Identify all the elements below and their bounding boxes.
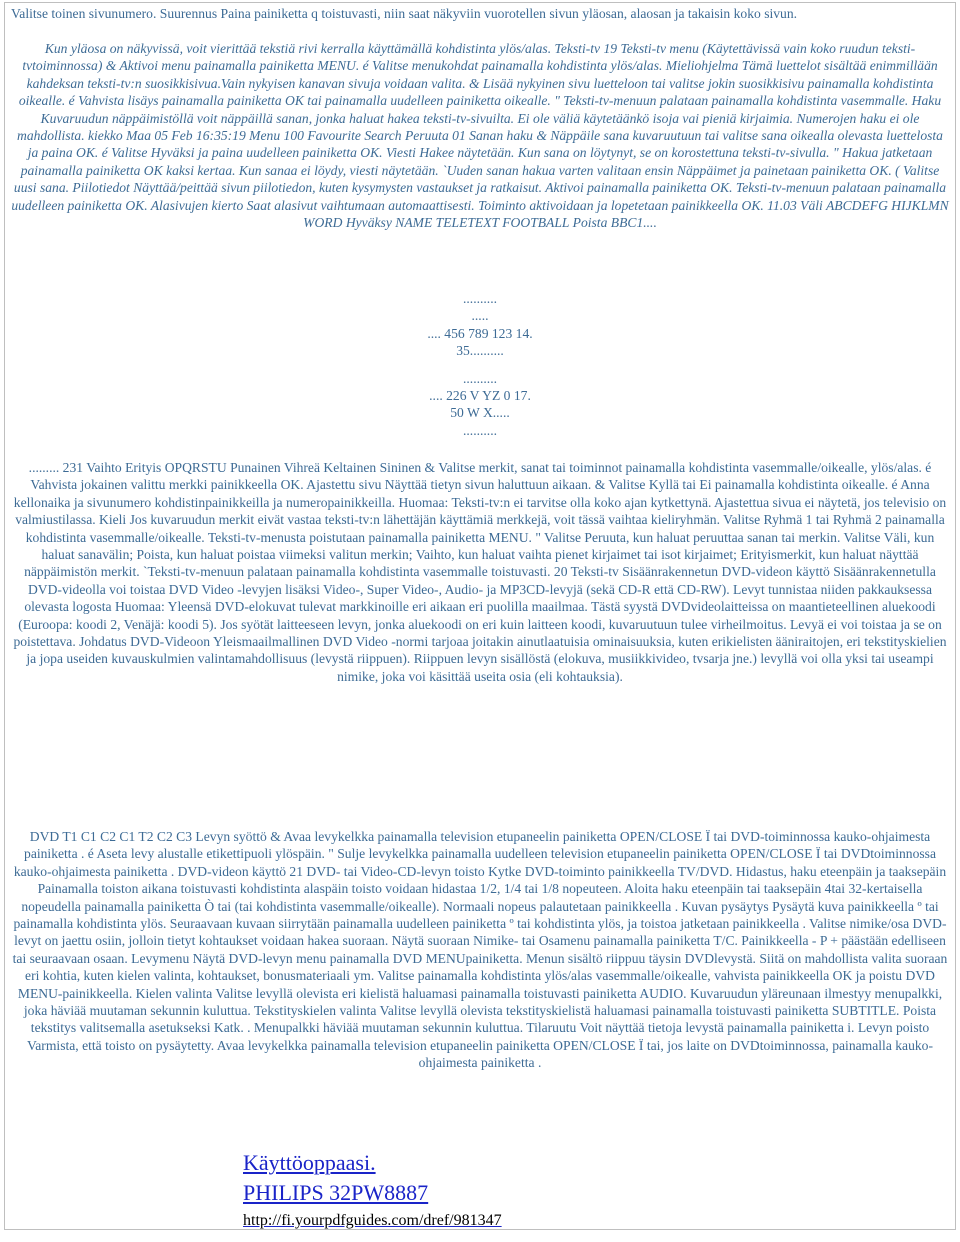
paragraph-intro: Valitse toinen sivunumero. Suurennus Paina painiketta q toistuvasti, niin saat näkyviin vuorotellen sivun yläosan, alaosan ja takaisin koko sivun. bbox=[11, 6, 798, 21]
dots-line: 35.......... bbox=[456, 343, 504, 359]
dots-line: ..... bbox=[471, 308, 489, 324]
keyboard-grid-fragments bbox=[5, 290, 955, 439]
user-guide-link[interactable]: Käyttöoppaasi. bbox=[243, 1150, 376, 1175]
document-page bbox=[4, 2, 956, 1230]
dots-line: .... 456 789 123 14. bbox=[427, 325, 533, 341]
dots-line: .......... bbox=[463, 291, 497, 306]
paragraph-dvd-playback: DVD T1 C1 C2 C1 T2 C2 C3 Levyn syöttö & Avaa levykelkka painamalla television etupaneelin painiketta OPEN/CLOSE Ï tai DVD-toiminnossa kauko-ohjaimesta painiketta . é Aseta levy alustalle etikettipuoli ylöspäin. " Sulje levykelkka painamalla uudelleen television etupaneelin painiketta OPEN/CLOSE Ï tai DVDtoiminnossa kauko-ohjaimesta painiketta . DVD-videon käyttö 21 DVD- tai Video-CD-levyn toisto Kytke DVD-toiminto painikkeella TV/DVD. Hidastus, haku eteenpäin ja taaksepäin Painamalla toiston aikana toistuvasti kohdistinta alaspäin toisto voidaan hidastaa 1/2, 1/4 tai 1/8 nopeuteen. Aloita haku eteenpäin tai taaksepäin 4tai 32-kertaisella nopeudella painamalla painiketta Ò tai (tai kohdistinta vasemmalle/oikealle). Normaali nopeus palautetaan painikkeella . Kuvan pysäytys Pysäytä kuva painikkeella º tai painamalla kohdistinta ylös. Seuraavaan kuvaan siirrytään painamalla uudelleen painiketta º tai kohdistinta ylös, ja toistoa jatketaan painikkeella . Valitse nimike/osa DVD-levyt on jaettu osiin, jolloin tietyt kohtaukset voidaan hakea suoraan. Näytä suoraan Nimike- tai Osamenu painamalla painiketta T/C. Painikkeella - P + päästään edelliseen tai seuraavaan osaan. Levymenu Näytä DVD-levyn menu painamalla DVD MENUpainiketta. Menun sisältö riippuu täysin DVDlevystä. Siitä on mahdollista valita suoraan eri kohtia, kuten kielen valinta, kohtaukset, bonusmateriaali ym. Valitse painamalla kohdistinta ylös/alas vasemmalle/oikealle, vahvista painikkeella OK ja poistu DVD MENU-painikkeella. Kielen valinta Valitse levyllä olevista eri kielistä haluamasi painamalla toistuvasti painiketta AUDIO. Kuvaruudun yläreunaan ilmestyy menupalkki, joka häviää muutaman sekunnin kuluttua. Tekstityskielen valinta Valitse levyllä olevista tekstityskielistä haluamasi painamalla toistuvasti painiketta SUBTITLE. Poista tekstitys valitsemalla asetukseksi Katk. . Menupalkki häviää muutaman sekunnin kuluttua. Tilaruutu Voit näyttää tietoja levystä painamalla painiketta i. Levyn poisto Varmista, että toisto on pysäytetty. Avaa levykelkka painamalla television etupaneelin painiketta OPEN/CLOSE Ï tai, jos laite on DVDtoiminnossa, painamalla kauko-ohjaimesta painiketta . bbox=[12, 829, 948, 1071]
dots-line: .......... bbox=[463, 422, 497, 438]
dots-line: .......... bbox=[463, 370, 497, 386]
dots-line: .... 226 V YZ 0 17. bbox=[429, 388, 531, 404]
footer-links bbox=[243, 1148, 643, 1234]
source-url-link[interactable]: http://fi.yourpdfguides.com/dref/981347 bbox=[243, 1212, 502, 1229]
paragraph-teletext-menu: Kun yläosa on näkyvissä, voit vierittää tekstiä rivi kerralla käyttämällä kohdistinta ylös/alas. Teksti-tv 19 Teksti-tv menu (Käytettävissä vain koko ruudun teksti-tvtoiminnossa) & Aktivoi menu painamalla painiketta MENU. é Valitse menukohdat painamalla kohdistinta ylös/alas. Mieliohjelma Tämä luettelot sisältää enimmillään kahdeksan teksti-tv:n suosikkisivua.Vain nykyisen kanavan sivuja voidaan valita. & Lisää nykyinen sivu luetteloon tai valitse jokin suosikkisivu painamalla kohdistinta oikealle. é Vahvista lisäys painamalla painiketta OK tai painamalla uudelleen painiketta oikealle. " Teksti-tv-menuun palataan painamalla kohdistinta vasemmalle. Haku Kuvaruudun näppäimistöllä voit näppäillä sanan, jonka haluat hakea teksti-tv-sivuilta. Ei ole väliä käytetäänkö isoja vai pieniä kirjaimia. Numerojen haku ei ole mahdollista. kiekko Maa 05 Feb 16:35:19 Menu 100 Favourite Search Peruuta 01 Sanan haku & Näppäile sana kuvaruutuun tai valitse sana oikealla olevasta luettelosta ja paina OK. é Valitse Hyväksi ja paina uudelleen painiketta OK. Viesti Hakee näytetään. Kun sana on löytynyt, se on korostettuna teksti-tv-sivulla. " Hakua jatketaan painamalla painiketta OK kaksi kertaa. Kun sanaa ei löydy, viesti näytetään. `Uuden sanan hakua varten valitaan ensin Näppäimet ja painetaan painiketta OK. ( Valitse uusi sana. Piilotiedot Näyttää/peittää sivun piilotiedon, kuten kysymysten vastaukset ja ratkaisut. Aktivoi painamalla painiketta OK. Teksti-tv-menuun palataan painamalla uudelleen painiketta OK. Alasivujen kierto Saat alasivut vaihtumaan automaattisesti. Toiminto aktivoidaan ja lopetetaan painikkeella OK. 11.03 Väli ABCDEFG HIJKLMN WORD Hyväksy NAME TELETEXT FOOTBALL Poista BBC1.... bbox=[11, 41, 949, 231]
paragraph-dvd-intro: ......... 231 Vaihto Erityis OPQRSTU Punainen Vihreä Keltainen Sininen & Valitse merkit, sanat tai toiminnot painamalla kohdistinta vasemmalle/oikealle, ylös/alas. é Vahvista jokainen valittu merkki painikkeella OK. Ajastettu sivu Näyttää tietyn sivun haluttuun aikaan. & Valitse Kyllä tai Ei painamalla kohdistinta oikealle. é Anna kellonaika ja sivunumero kohdistinpainikkeilla ja numeropainikkeilla. Huomaa: Teksti-tv:n ei tarvitse olla koko ajan kytkettynä. Ajastettua sivua ei näytetä, jos televisio on valmiustilassa. Kieli Jos kuvaruudun merkit eivät vastaa teksti-tv:n lähettäjän käyttämiä merkkejä, voit tässä vaihtaa kieliryhmän. Valitse Ryhmä 1 tai Ryhmä 2 painamalla kohdistinta vasemmalle/oikealle. Teksti-tv-menusta poistutaan painamalla painiketta MENU. " Valitse Peruuta, kun haluat peruuttaa sanan tai merkin. Valitse Väli, kun haluat sanavälin; Poista, kun haluat poistaa viimeksi valitun merkin; Vaihto, kun haluat vaihta pienet kirjaimet tai isot kirjaimet; Erityismerkit, kun haluat näyttää näppäimistön merkit. `Teksti-tv-menuun palataan painamalla kohdistinta vasemmalle toistuvasti. 20 Teksti-tv Sisäänrakennetun DVD-videon käyttö Sisäänrakennetulla DVD-videolla voi toistaa DVD Video -levyjen lisäksi Video-, Super Video-, Audio- ja MP3CD-levyjä (sekä CD-R että CD-RW). Levyt tunnistaa niiden pakkauksessa olevasta logosta Huomaa: Yleensä DVD-elokuvat tulevat markkinoille eri aikaan eri puolilla maailmaa. Tästä syystä DVDvideolaitteissa on maantieteellinen aluekoodi (Euroopa: koodi 2, Venäjä: koodi 5). Jos syötät laitteeseen levyn, jonka aluekoodi on eri kuin laitteen koodi, kuvaruutuun tulee virheilmoitus. Levyä ei voi toistaa ja se on poistettava. Johdatus DVD-Videoon Yleismaailmallinen DVD Video -normi tarjoaa joitakin ainutlaatuisia ominaisuuksia, kuten erikielisten ääniraitojen, eri tekstityskielien ja jopa useiden kuvauskulmien valintamahdollisuus (levystä riippuen). Riippuen levyn sisällöstä (elokuva, musiikkivideo, tvsarja jne.) levyllä voi olla yksi tai useampi nimike, joka voi käsittää useita osia (eli kohtauksia). bbox=[13, 460, 947, 684]
product-model-link[interactable]: PHILIPS 32PW8887 bbox=[243, 1180, 429, 1205]
dots-line: 50 W X..... bbox=[450, 405, 510, 421]
